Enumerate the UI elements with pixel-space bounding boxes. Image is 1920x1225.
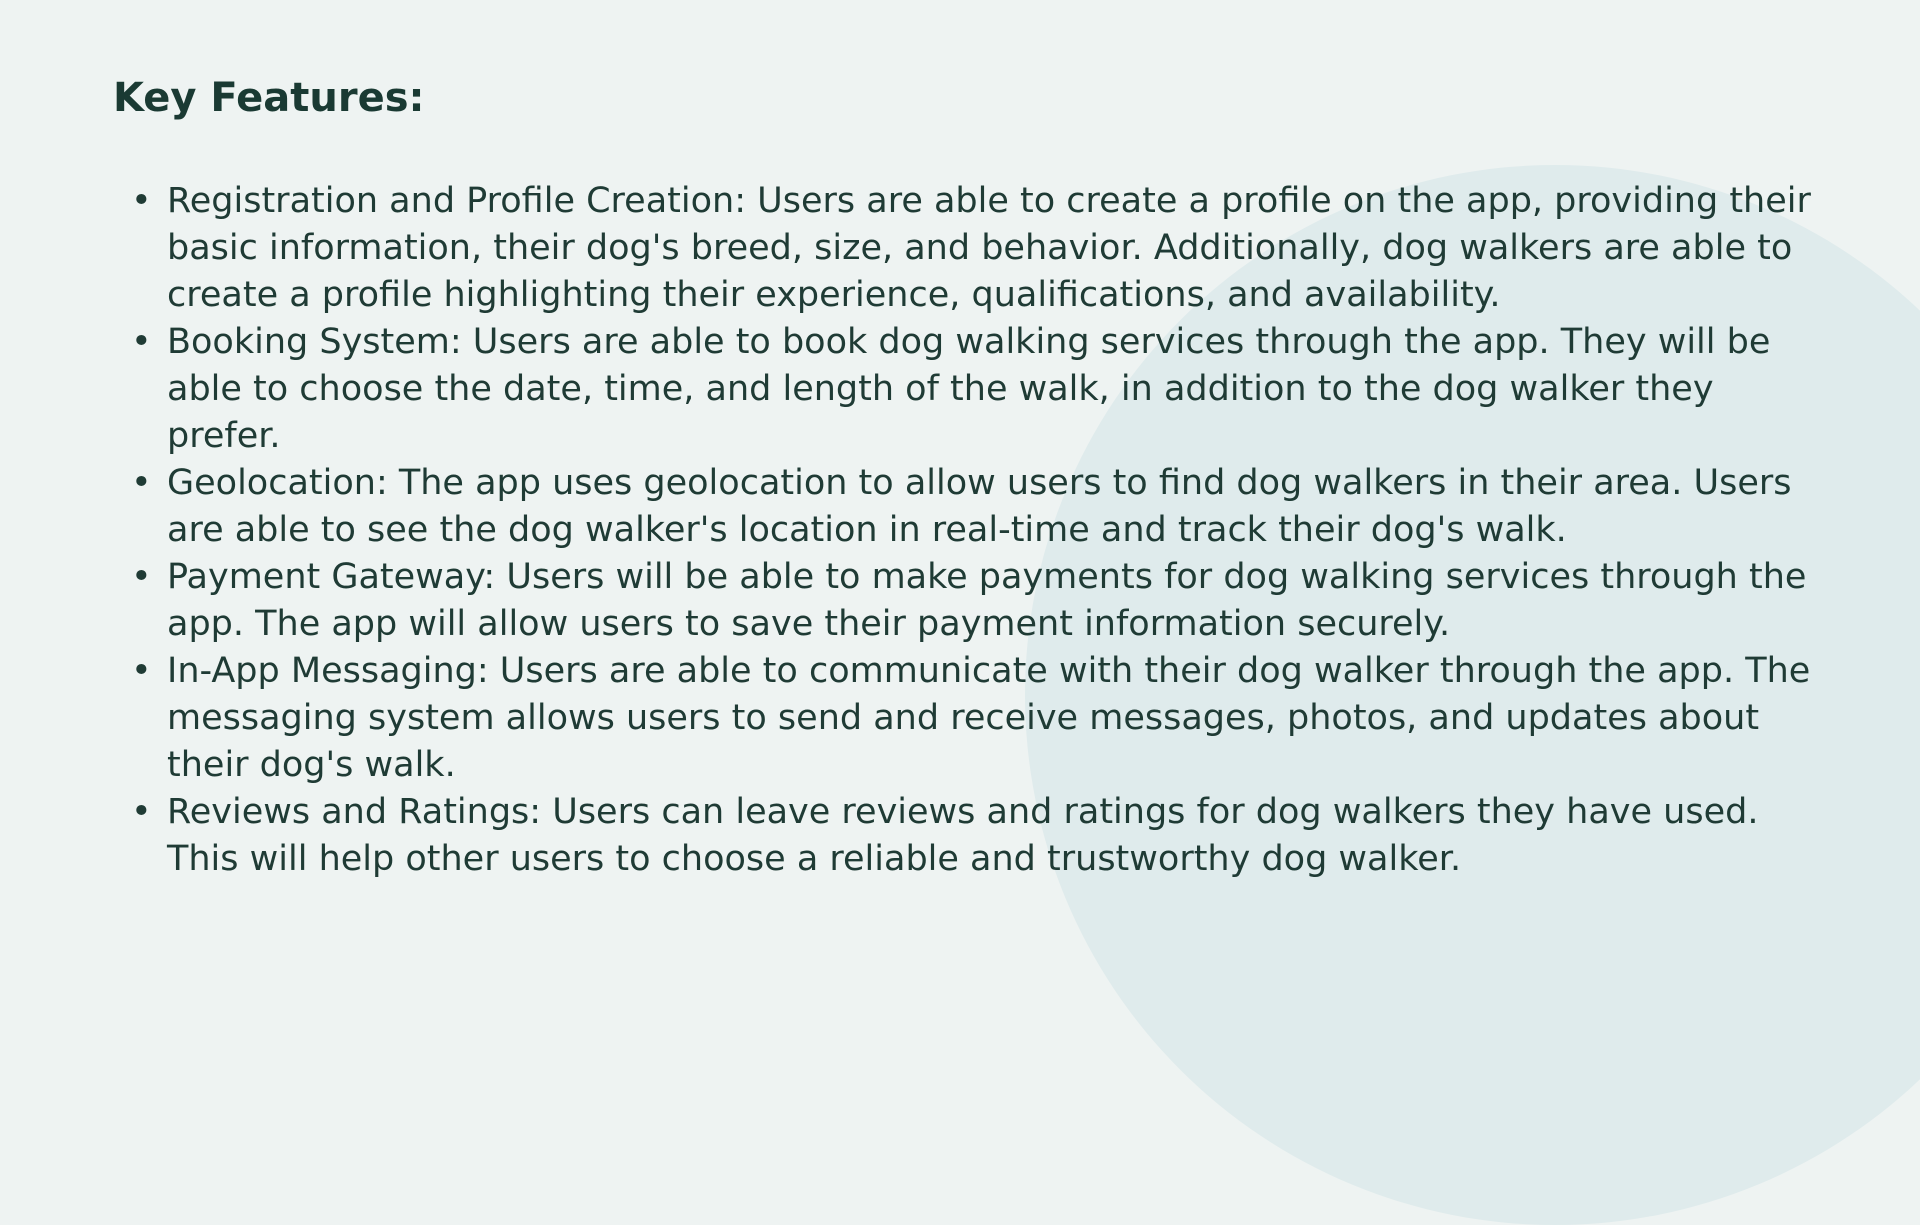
bullet-icon: •	[131, 463, 152, 503]
feature-line: are able to see the dog walker's location in real-time and track their dog's walk.	[167, 510, 1567, 550]
feature-line: prefer.	[167, 416, 281, 456]
feature-line: their dog's walk.	[167, 745, 456, 785]
feature-line: Reviews and Ratings: Users can leave reviews and ratings for dog walkers they have used.	[167, 792, 1759, 832]
bullet-icon: •	[131, 557, 152, 597]
feature-line: Registration and Profile Creation: Users are able to create a profile on the app, providing their	[167, 181, 1811, 221]
feature-line: app. The app will allow users to save their payment information securely.	[167, 604, 1451, 644]
feature-line: Payment Gateway: Users will be able to make payments for dog walking services through the	[167, 557, 1807, 597]
bullet-icon: •	[131, 651, 152, 691]
feature-item-reviews	[113, 789, 1813, 883]
page-title: Key Features:	[113, 75, 425, 121]
feature-item-geolocation	[113, 460, 1813, 554]
feature-line: Booking System: Users are able to book dog walking services through the app. They will be	[167, 322, 1771, 362]
feature-line: messaging system allows users to send and receive messages, photos, and updates about	[167, 698, 1760, 738]
feature-line: able to choose the date, time, and length of the walk, in addition to the dog walker they	[167, 369, 1714, 409]
feature-item-messaging	[113, 648, 1813, 789]
feature-line: basic information, their dog's breed, size, and behavior. Additionally, dog walkers are able to	[167, 228, 1793, 268]
feature-item-payment	[113, 554, 1813, 648]
bullet-icon: •	[131, 322, 152, 362]
feature-line: This will help other users to choose a reliable and trustworthy dog walker.	[167, 839, 1462, 879]
feature-line: create a profile highlighting their experience, qualifications, and availability.	[167, 275, 1501, 315]
feature-item-registration	[113, 178, 1813, 319]
feature-list	[113, 178, 1813, 883]
bullet-icon: •	[131, 792, 152, 832]
feature-line: In-App Messaging: Users are able to communicate with their dog walker through the app. The	[167, 651, 1811, 691]
feature-line: Geolocation: The app uses geolocation to allow users to find dog walkers in their area. Users	[167, 463, 1792, 503]
bullet-icon: •	[131, 181, 152, 221]
feature-item-booking	[113, 319, 1813, 460]
